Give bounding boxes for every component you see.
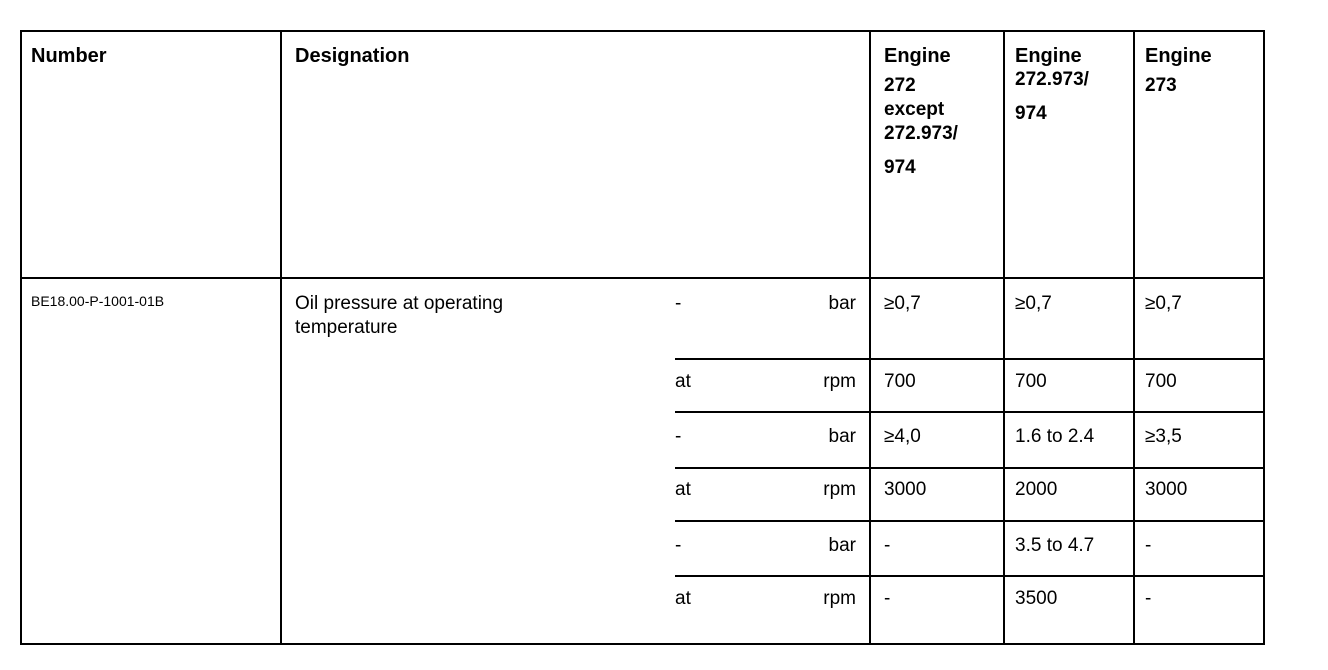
- header-divider: [20, 277, 1265, 279]
- row-3-engine3: ≥3,5: [1145, 426, 1182, 447]
- header-engine-272-973: [1015, 44, 1130, 126]
- header-engine-272-except: [884, 44, 999, 180]
- designation-line-1: Oil pressure at operating: [295, 293, 504, 314]
- header-engine2-detail-2: 974: [1015, 103, 1047, 124]
- header-designation: Designation: [295, 45, 410, 67]
- row-6-engine1: -: [884, 588, 891, 609]
- designation-text: [295, 292, 655, 340]
- row-1-engine1: ≥0,7: [884, 293, 921, 314]
- row-1-unit: bar: [828, 293, 856, 314]
- header-engine-label: Engine: [884, 45, 951, 67]
- header-engine1-detail-4: 974: [884, 157, 916, 178]
- table-border-left: [20, 30, 22, 645]
- row-2-unit: rpm: [823, 371, 856, 392]
- row-divider-3: [675, 467, 1265, 469]
- header-engine-label: Engine: [1015, 45, 1082, 67]
- row-divider-5: [675, 575, 1265, 577]
- document-number: BE18.00-P-1001-01B: [31, 293, 165, 309]
- row-6-unit: rpm: [823, 588, 856, 609]
- row-5-engine2: 3.5 to 4.7: [1015, 535, 1095, 556]
- row-2-engine3: 700: [1145, 371, 1177, 392]
- row-4-engine3: 3000: [1145, 479, 1188, 500]
- row-3-prefix: -: [675, 426, 682, 447]
- table-border-bottom: [20, 643, 1265, 645]
- row-3-unit: bar: [828, 426, 856, 447]
- row-5-engine1: -: [884, 535, 891, 556]
- row-4-unit: rpm: [823, 479, 856, 500]
- row-5-engine3: -: [1145, 535, 1152, 556]
- row-divider-2: [675, 411, 1265, 413]
- row-4-prefix: at: [675, 479, 691, 500]
- row-2-prefix: at: [675, 371, 691, 392]
- header-number: Number: [31, 45, 107, 67]
- row-4-engine2: 2000: [1015, 479, 1058, 500]
- header-engine-label: Engine: [1145, 45, 1212, 67]
- row-1-prefix: -: [675, 293, 682, 314]
- header-engine3-detail-1: 273: [1145, 75, 1177, 96]
- row-3-engine1: ≥4,0: [884, 426, 921, 447]
- row-6-engine3: -: [1145, 588, 1152, 609]
- row-2-engine1: 700: [884, 371, 916, 392]
- col-divider-engine1: [1003, 30, 1005, 645]
- row-6-prefix: at: [675, 588, 691, 609]
- col-divider-engine2: [1133, 30, 1135, 645]
- table-border-right: [1263, 30, 1265, 645]
- row-3-engine2: 1.6 to 2.4: [1015, 426, 1095, 447]
- col-divider-designation: [869, 30, 871, 645]
- header-engine-273: [1145, 44, 1260, 98]
- header-engine2-detail-1: 272.973/: [1015, 69, 1089, 90]
- spec-table: [20, 30, 1265, 645]
- header-engine1-detail-2: except: [884, 99, 945, 120]
- row-divider-4: [675, 520, 1265, 522]
- row-1-engine3: ≥0,7: [1145, 293, 1182, 314]
- table-border-top: [20, 30, 1265, 32]
- header-engine1-detail-3: 272.973/: [884, 123, 958, 144]
- row-6-engine2: 3500: [1015, 588, 1058, 609]
- row-5-prefix: -: [675, 535, 682, 556]
- row-1-engine2: ≥0,7: [1015, 293, 1052, 314]
- header-engine1-detail-1: 272: [884, 75, 916, 96]
- row-5-unit: bar: [828, 535, 856, 556]
- col-divider-number: [280, 30, 282, 645]
- row-4-engine1: 3000: [884, 479, 927, 500]
- row-2-engine2: 700: [1015, 371, 1047, 392]
- row-divider-1: [675, 358, 1265, 360]
- designation-line-2: temperature: [295, 317, 398, 338]
